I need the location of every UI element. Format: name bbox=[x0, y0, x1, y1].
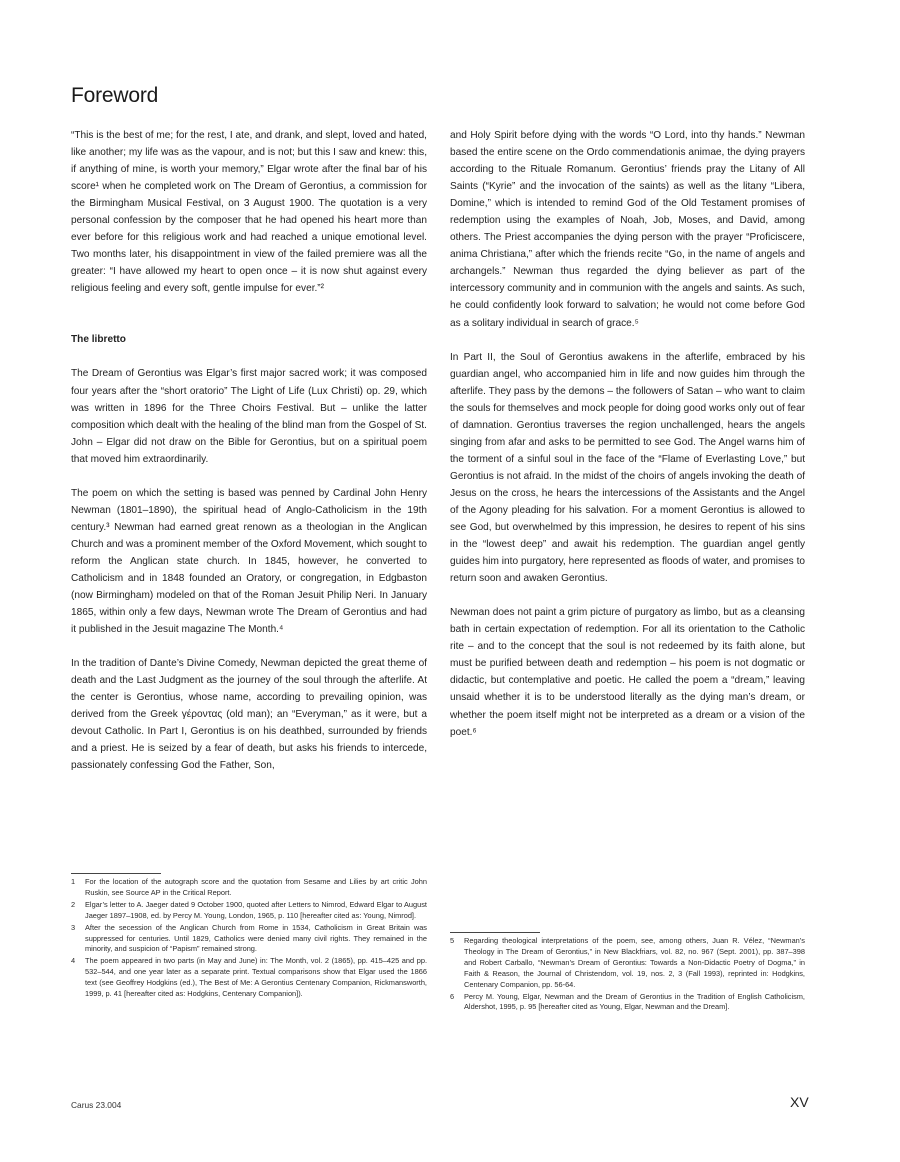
page-title: Foreword bbox=[71, 84, 159, 107]
paragraph-right-2: In Part II, the Soul of Gerontius awakens in the afterlife, embraced by his guardian angel, who accompanied him in life and now guides him through the afterlife. They pass by the demons – the followers of Satan – who want to claim the souls for themselves and mock people for doing good works only out of fear of damnation. Gerontius traverses the region unchallenged, hears the angels singing from afar and asks to be permitted to see God. The Angel warns him of the torment of a sinful soul in the face of the “Flame of Everlasting Love,” but Gerontius is not afraid. In the midst of the choirs of angels invoking the death of Jesus on the cross, he hears the intercessions of the Assistants and the Angel of the Agony pleading for his salvation. For a moment Gerontius is allowed to see God, but overwhelmed by this impression, he desires to repent of his sins in the “lowest deep” and await his redemption. The guardian angel gently guides him into purgatory, here represented as floods of water, and promises to return soon and awaken Gerontius. bbox=[450, 351, 805, 585]
footnote-rule-left bbox=[71, 873, 161, 874]
footer-catalog-number: Carus 23.004 bbox=[71, 1100, 122, 1110]
footnote-text: Elgar’s letter to A. Jaeger dated 9 October 1900, quoted after Letters to Nimrod, Edward Elgar to August Jaeger 1897–1908, ed. by Percy M. Young, London, 1965, p. 110 [hereafter cited as: Young, Nimrod]. bbox=[85, 899, 427, 920]
footnote-item bbox=[71, 923, 427, 956]
right-column bbox=[450, 127, 805, 758]
footnote-text: Percy M. Young, Elgar, Newman and the Dream of Gerontius in the Tradition of English Catholicism, Aldershot, 1995, p. 95 [hereafter cited as Young, Elgar, Newman and the Dream]. bbox=[464, 991, 805, 1012]
footnote-number: 6 bbox=[450, 991, 455, 1001]
paragraph-intro: “This is the best of me; for the rest, I ate, and drank, and slept, loved and hated, like another; my life was as the vapour, and is not; but this I saw and knew: this, if anything of mine, is worth your memory,” Elgar wrote after the final bar of his score¹ when he completed work on The Dream of Gerontius, a commission for the Birmingham Musical Festival, on 3 August 1900. The quotation is a very personal confession by the composer that he had opened his heart more than ever before for this religious work and had reached a unique emotional level. Two months later, his disappointment in view of the failed premiere was all the greater: “I have allowed my heart to open once – it is now shut against every religious feeling and every soft, gentle impulse for ever.”² bbox=[71, 130, 427, 295]
footnote-item bbox=[450, 992, 805, 1014]
paragraph-libretto-2: The poem on which the setting is based was penned by Cardinal John Henry Newman (1801–1890), the spiritual head of Anglo-Catholicism in the 19th century.³ Newman had earned great renown as a theologian in the Anglican Church and was a prominent member of the Oxford Movement, which sought to reform the Anglican state church. In 1845, however, he converted to Catholicism and in 1848 founded an Oratory, or congregation, in Edgbaston (now Birmingham) modeled on that of the Roman Jesuit Philip Neri. In January 1865, within only a few days, Newman wrote The Dream of Gerontius and had it published in the Jesuit magazine The Month.⁴ bbox=[71, 487, 427, 636]
left-column bbox=[71, 127, 427, 792]
paragraph-libretto-3: In the tradition of Dante’s Divine Comedy, Newman depicted the great theme of death and the Last Judgment as the journey of the soul through the afterlife. At the center is Gerontius, whose name, according to prevailing opinion, was derived from the Greek γέροντας (old man); an “Everyman,” as it were, but a devout Catholic. In Part I, Gerontius is on his deathbed, surrounded by friends and a priest. He is seized by a fear of death, but asks his friends to intercede, passionately confessing God the Father, Son, bbox=[71, 658, 427, 772]
footnote-item bbox=[450, 936, 805, 991]
footnote-item bbox=[71, 956, 427, 1000]
paragraph-right-1: and Holy Spirit before dying with the words “O Lord, into thy hands.” Newman based the entire scene on the Ordo commendationis animae, the dying prayers according to the Rituale Romanum. Gerontius’ friends pray the Litany of All Saints (“Kyrie” and the invocation of the saints) as well as the litany “Libera, Domine,” which is intended to remind God of the Old Testament promises of redemption using the examples of Noah, Job, Moses, and David, among others. The Priest accompanies the dying person with the prayer “Proficiscere, anima Christiana,” after which the friends recite “Go, in the name of angels and archangels.” Newman thus regarded the dying believer as part of the intercessory community and in communion with the angels and saints. As such, he could confidently look forward to salvation; he would not come before God as a solitary individual in search of grace.⁵ bbox=[450, 130, 805, 329]
footnote-text: The poem appeared in two parts (in May and June) in: The Month, vol. 2 (1865), pp. 415–425 and pp. 532–544, and one year later as a separate print. Textual comparisons show that Elgar used the 1866 text (see Geoffrey Hodgkins (ed.), The Best of Me: A Gerontius Centenary Companion, Rickmansworth, 1999, p. 41 [hereafter cited as: Hodgkins, Centenary Companion]). bbox=[85, 956, 427, 999]
footnote-number: 5 bbox=[450, 936, 455, 945]
footnote-item bbox=[71, 877, 427, 899]
footnote-rule-right bbox=[450, 932, 540, 933]
footnote-number: 4 bbox=[71, 956, 76, 966]
footnote-text: For the location of the autograph score and the quotation from Sesame and Lilies by art critic John Ruskin, see Source AP in the Critical Report. bbox=[85, 877, 427, 897]
paragraph-libretto-1: The Dream of Gerontius was Elgar’s first major sacred work; it was composed four years after the “short oratorio” The Light of Life (Lux Christi) op. 29, which was written in 1896 for the Three Choirs Festival. But – unlike the latter composition which dealt with the healing of the blind man from the Gospel of St. John – Elgar did not draw on the Bible for Gerontius, but on a spiritual poem that moved him extraordinarily. bbox=[71, 368, 427, 465]
footnote-number: 1 bbox=[71, 877, 76, 886]
footnote-number: 3 bbox=[71, 922, 76, 932]
footnote-text: After the secession of the Anglican Church from Rome in 1534, Catholicism in Great Britain was suppressed for centuries. Until 1829, Catholics were denied many civil rights. They remained in the minority, and suspicion of “Papism” remained strong. bbox=[85, 922, 427, 954]
footnotes-left bbox=[71, 877, 427, 1001]
footnote-text: Regarding theological interpretations of the poem, see, among others, Juan R. Vélez, “Newman’s Theology in The Dream of Gerontius,” in New Blackfriars, vol. 82, no. 967 (Sept. 2001), pp. 387–398 and Robert Carballo, “Newman’s Dream of Gerontius: Towards a Non-Didactic Poetry of Dogma,” in Faith & Reason, the Journal of Christendom, vol. 19, nos. 2, 3 (Fall 1993), reprinted in: Hodgkins, Centenary Companion, pp. 56-64. bbox=[464, 936, 805, 989]
page-number: XV bbox=[790, 1094, 809, 1110]
footnote-number: 2 bbox=[71, 899, 76, 909]
footnotes-right bbox=[450, 936, 805, 1014]
section-heading-libretto: The libretto bbox=[71, 334, 126, 346]
paragraph-right-3: Newman does not paint a grim picture of purgatory as limbo, but as a cleansing bath in certain expectation of redemption. For all its orientation to the Catholic rite – and to the concept that the soul is not redeemed by its faith alone, but must be purified between death and redemption – his poem is not dogmatic or didactic, but contemplative and poetic. He called the poem a “dream,” leaving unsaid whether it is to be understood literally as the dying man’s dream, or whether the poem itself might not be interpreted as a dream or a vision of the poet.⁶ bbox=[450, 607, 805, 738]
footnote-item bbox=[71, 900, 427, 922]
